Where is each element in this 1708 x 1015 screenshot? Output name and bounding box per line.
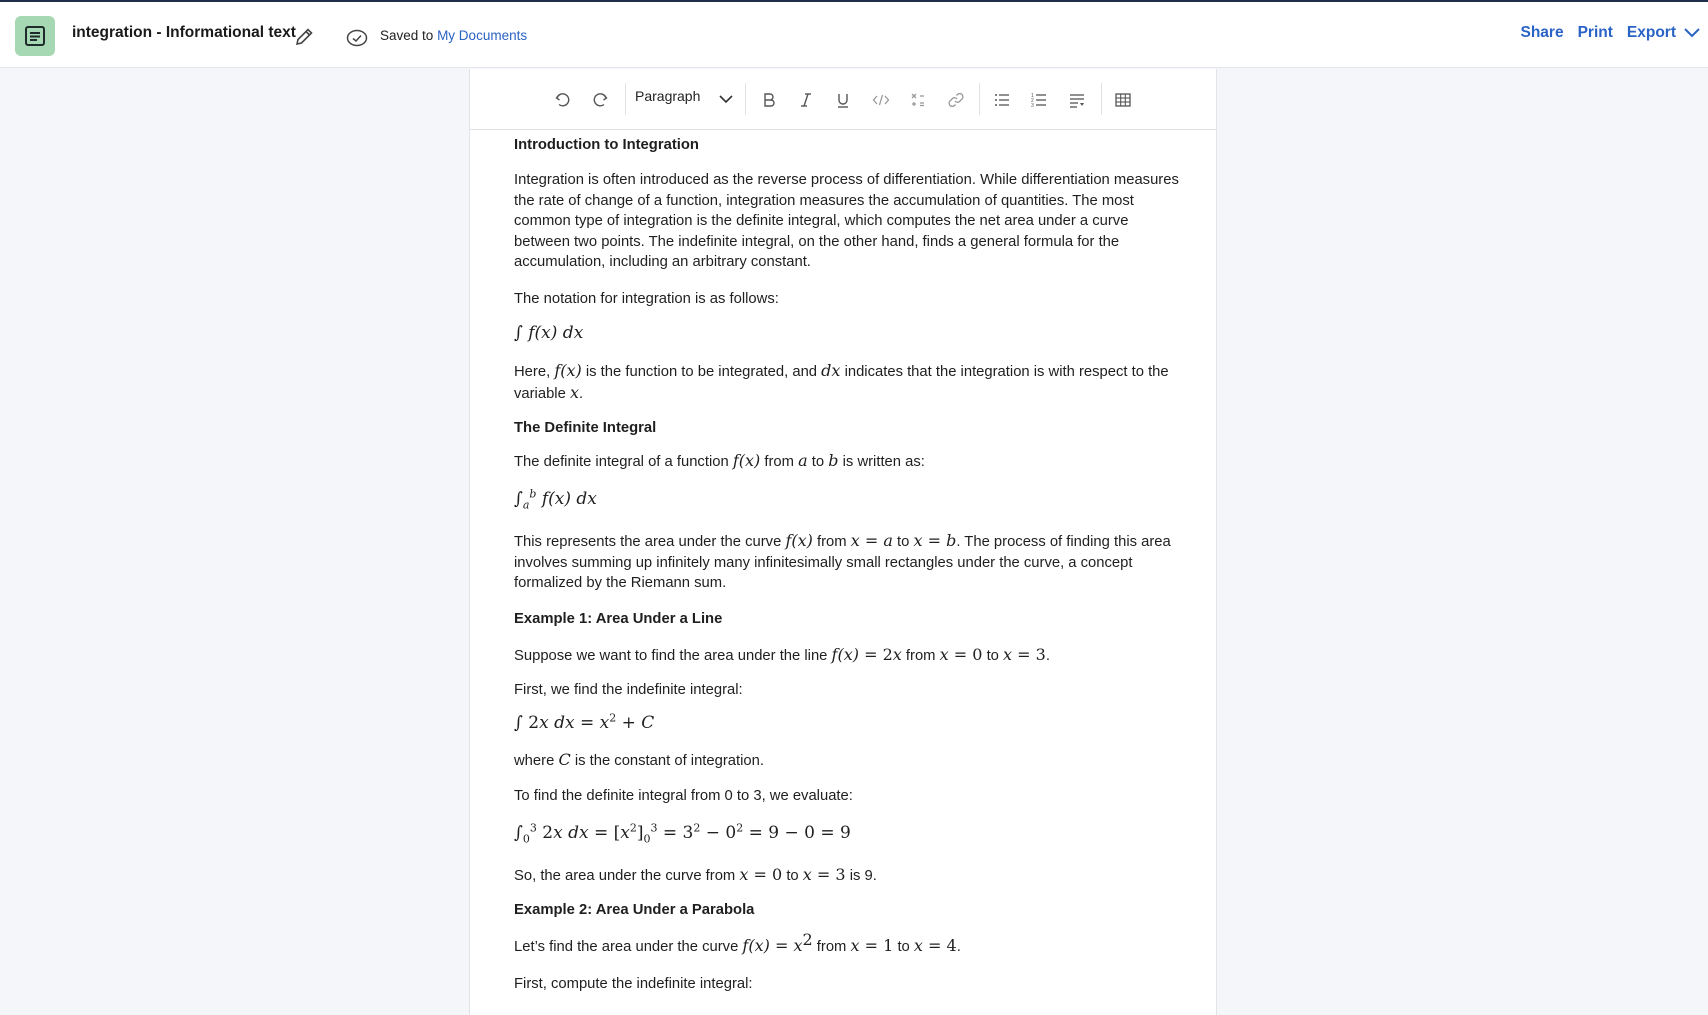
top-bar (0, 0, 1708, 68)
italic-icon[interactable] (795, 89, 817, 111)
numbered-list-icon[interactable] (1028, 89, 1050, 111)
print-button[interactable]: Print (1577, 24, 1613, 41)
paragraph: First, we find the indefinite integral: (514, 682, 743, 698)
block-format-select[interactable]: Paragraph (635, 88, 701, 104)
text-wrap-icon[interactable] (1066, 89, 1088, 111)
paragraph: The notation for integration is as follows: (514, 291, 779, 307)
pencil-icon[interactable] (293, 26, 315, 48)
undo-icon[interactable] (552, 89, 574, 111)
paragraph: Integration is often introduced as the reverse process of differentiation. While differentiation measures the rate of change of a function, integration measures the accumulation of quantities. The most common type of integration is the definite integral, which computes the net area under a curve between two points. The indefinite integral, on the other hand, finds a general formula for the accumulation, including an arbitrary constant. (514, 172, 1179, 270)
top-actions (1507, 24, 1701, 42)
paragraph: The definite integral of a function f(x) from a to b is written as: (514, 451, 925, 470)
bold-icon[interactable] (758, 89, 780, 111)
share-button[interactable]: Share (1520, 24, 1564, 41)
heading: Introduction to Integration (514, 137, 699, 153)
save-status-text: Saved to (380, 28, 434, 43)
document-lines-icon[interactable] (15, 16, 55, 56)
paragraph: Here, f(x) is the function to be integrated, and dx indicates that the integration is with respect to the variable x. (514, 361, 1169, 402)
svg-text:3: 3 (1031, 103, 1034, 109)
link-icon[interactable] (945, 89, 967, 111)
math-icon[interactable] (907, 89, 929, 111)
chevron-down-icon[interactable] (1684, 27, 1700, 39)
toolbar-divider (625, 83, 626, 115)
editor-panel (469, 69, 1217, 1015)
export-button[interactable]: Export (1626, 24, 1676, 41)
paragraph: Let’s find the area under the curve $f(x) = x^2$ from x = 1 to x = 4. (514, 930, 961, 955)
math-formula: ∫ 2x dx = $x^2 + C$ (514, 711, 655, 733)
code-icon[interactable] (870, 89, 892, 111)
formatting-toolbar (470, 69, 1216, 130)
paragraph: This represents the area under the curve f(x) from x = a to x = b. The process of finding this area involves summing up infinitely many infinitesimally small rectangles under the curve, a concept formalized by the Riemann sum. (514, 531, 1171, 591)
document-title[interactable]: integration - Informational text (72, 24, 296, 41)
save-status (380, 28, 527, 43)
toolbar-divider (745, 83, 746, 115)
table-icon[interactable] (1112, 89, 1134, 111)
math-formula: $\int_a^b$ f(x) dx (514, 487, 597, 512)
underline-icon[interactable] (832, 89, 854, 111)
bulleted-list-icon[interactable] (991, 89, 1013, 111)
heading: Example 1: Area Under a Line (514, 611, 723, 627)
redo-icon[interactable] (589, 89, 611, 111)
heading: Example 2: Area Under a Parabola (514, 902, 755, 918)
toolbar-divider (1101, 83, 1102, 115)
heading: The Definite Integral (514, 420, 657, 436)
saved-location-link[interactable]: My Documents (437, 28, 528, 43)
paragraph: To find the definite integral from 0 to 3, we evaluate: (514, 788, 853, 804)
cloud-check-icon (346, 28, 368, 48)
paragraph: First, compute the indefinite integral: (514, 976, 753, 992)
math-formula: $\int_0^3$ 2x dx = $[x^2]_0^3 = 3^2 - 0^2 = 9 - 0 = 9$ (514, 821, 851, 846)
paragraph: So, the area under the curve from x = 0 to x = 3 is 9. (514, 865, 877, 884)
toolbar-divider (979, 83, 980, 115)
svg-text:1: 1 (1031, 93, 1034, 99)
paragraph: Suppose we want to find the area under the line f(x) = 2x from x = 0 to x = 3. (514, 645, 1050, 664)
svg-text:2: 2 (1031, 98, 1034, 104)
chevron-down-icon[interactable] (719, 93, 733, 105)
math-formula: ∫ f(x) dx (514, 323, 584, 343)
paragraph: where C is the constant of integration. (514, 750, 765, 769)
